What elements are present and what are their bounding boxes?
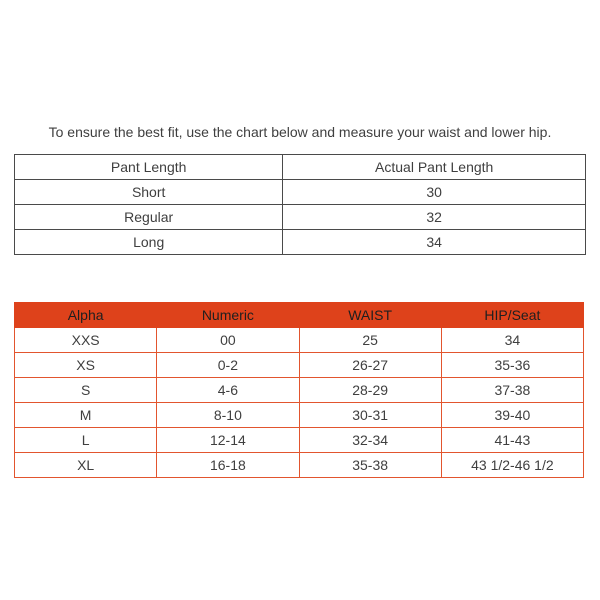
table-cell: 35-36 xyxy=(441,353,583,378)
table-cell: 16-18 xyxy=(157,453,299,478)
table-cell: M xyxy=(15,403,157,428)
table-cell: Short xyxy=(15,180,283,205)
table-row xyxy=(15,453,584,478)
table-row xyxy=(15,378,584,403)
numeric-header-cell: Numeric xyxy=(157,303,299,328)
table-cell: 26-27 xyxy=(299,353,441,378)
table-cell: L xyxy=(15,428,157,453)
size-chart-table xyxy=(14,302,584,478)
table-cell: 32 xyxy=(283,205,586,230)
table-cell: Long xyxy=(15,230,283,255)
table-row xyxy=(15,328,584,353)
pant-length-header-cell: Pant Length xyxy=(15,155,283,180)
table-row xyxy=(15,403,584,428)
table-cell: 25 xyxy=(299,328,441,353)
table-cell: 0-2 xyxy=(157,353,299,378)
table-cell: S xyxy=(15,378,157,403)
table-cell: 35-38 xyxy=(299,453,441,478)
table-cell: 12-14 xyxy=(157,428,299,453)
table-cell: 43 1/2-46 1/2 xyxy=(441,453,583,478)
table-cell: 32-34 xyxy=(299,428,441,453)
hip-seat-header-cell: HIP/Seat xyxy=(441,303,583,328)
table-row xyxy=(15,205,586,230)
table-cell: 4-6 xyxy=(157,378,299,403)
table-cell: 37-38 xyxy=(441,378,583,403)
pant-length-table xyxy=(14,154,586,255)
table-cell: 34 xyxy=(283,230,586,255)
table-cell: XXS xyxy=(15,328,157,353)
table-cell: 30 xyxy=(283,180,586,205)
table-cell: 34 xyxy=(441,328,583,353)
table-cell: XS xyxy=(15,353,157,378)
table-cell: 00 xyxy=(157,328,299,353)
waist-header-cell: WAIST xyxy=(299,303,441,328)
table-row xyxy=(15,428,584,453)
pant-length-header-row xyxy=(15,155,586,180)
table-cell: XL xyxy=(15,453,157,478)
fit-instructions-text: To ensure the best fit, use the chart below and measure your waist and lower hip. xyxy=(48,124,552,140)
table-cell: Regular xyxy=(15,205,283,230)
table-row xyxy=(15,353,584,378)
alpha-header-cell: Alpha xyxy=(15,303,157,328)
table-cell: 39-40 xyxy=(441,403,583,428)
size-chart-header-row xyxy=(15,303,584,328)
table-cell: 30-31 xyxy=(299,403,441,428)
table-cell: 41-43 xyxy=(441,428,583,453)
table-row xyxy=(15,180,586,205)
table-row xyxy=(15,230,586,255)
table-cell: 8-10 xyxy=(157,403,299,428)
table-cell: 28-29 xyxy=(299,378,441,403)
actual-pant-length-header-cell: Actual Pant Length xyxy=(283,155,586,180)
